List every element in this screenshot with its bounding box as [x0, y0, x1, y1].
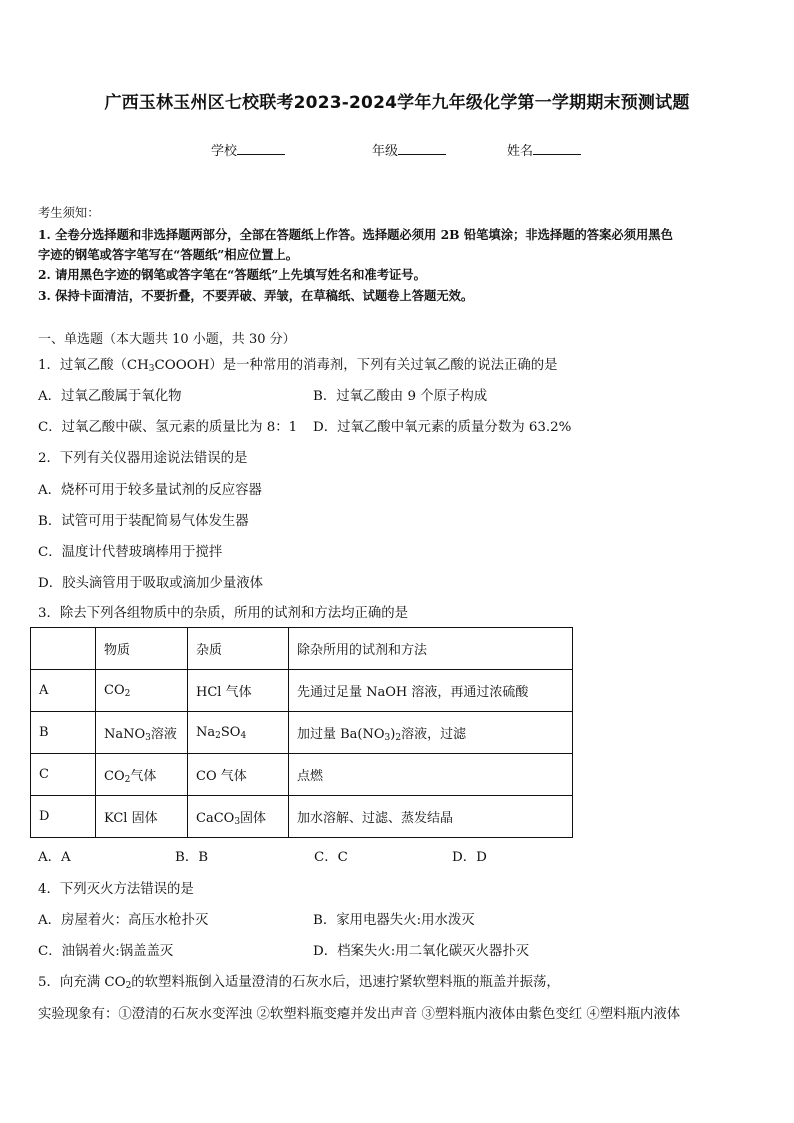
q4-option-b[interactable]: B．家用电器失火:用水泼灭 [313, 913, 475, 928]
q2-option-b[interactable]: B．试管可用于装配简易气体发生器 [38, 514, 249, 529]
name-field[interactable] [507, 140, 581, 159]
table-cell: $Na_2SO_4$ [188, 712, 289, 754]
grade-blank[interactable] [398, 142, 446, 155]
table-cell: $CO_2$气体 [96, 754, 188, 796]
q1-stem: 1．过氧乙酸$(CH_3COOOH)$是一种常用的消毒剂，下列有关过氧乙酸的说法正确的是 [38, 358, 558, 374]
q5-stem: 5．向充满 $CO_2$的软塑料瓶倒入适量澄清的石灰水后，迅速拧紧软塑料瓶的瓶盖并振荡， [38, 975, 560, 991]
school-blank[interactable] [237, 142, 285, 155]
name-label: 姓名 [507, 144, 534, 159]
note-2: 2. 请用黑色字迹的钢笔或答字笔在“答题纸”上先填写姓名和准考证号。 [38, 267, 426, 282]
note-1: 1. 全卷分选择题和非选择题两部分，全部在答题纸上作答。选择题必须用 2B 铅笔填涂；非选择题的答案必须用黑色 [38, 227, 673, 242]
q3-stem: 3．除去下列各组物质中的杂质，所用的试剂和方法均正确的是 [38, 606, 409, 621]
name-blank[interactable] [533, 142, 581, 155]
note-1-cont: 字迹的钢笔或答字笔写在“答题纸”相应位置上。 [38, 247, 299, 262]
table-cell: 点燃 [289, 754, 573, 796]
q1-option-c[interactable]: C．过氧乙酸中碳、氢元素的质量比为 8：1 [38, 420, 298, 435]
table-header-cell [31, 628, 96, 670]
table-cell: $CO_2$ [96, 670, 188, 712]
q3-option-d[interactable]: D．D [452, 850, 487, 865]
table-header-row [31, 628, 573, 670]
table-row [31, 670, 573, 712]
q4-option-d[interactable]: D．档案失火:用二氧化碳灭火器扑灭 [313, 944, 530, 959]
table-cell: HCl 气体 [188, 670, 289, 712]
page-title: 广西玉林玉州区七校联考2023-2024学年九年级化学第一学期期末预测试题 [104, 93, 690, 113]
q3-option-c[interactable]: C．C [314, 850, 348, 865]
table-header-cell: 物质 [96, 628, 188, 670]
q4-option-a[interactable]: A．房屋着火：高压水枪扑灭 [38, 913, 209, 928]
school-field[interactable] [211, 140, 285, 159]
table-cell: KCl 固体 [96, 796, 188, 838]
q1-option-d[interactable]: D．过氧乙酸中氧元素的质量分数为 63.2% [313, 420, 572, 435]
q2-option-a[interactable]: A．烧杯可用于较多量试剂的反应容器 [38, 483, 262, 498]
notes-heading: 考生须知： [38, 206, 100, 220]
table-cell: D [31, 796, 96, 838]
q3-option-b[interactable]: B．B [175, 850, 209, 865]
grade-field[interactable] [372, 140, 446, 159]
q4-option-c[interactable]: C．油锅着火:锅盖盖灭 [38, 944, 174, 959]
table-cell: NaNO$_3$溶液 [96, 712, 188, 754]
table-cell: A [31, 670, 96, 712]
table-cell: 加过量 $Ba(NO_3)_2$溶液，过滤 [289, 712, 573, 754]
q5-phenomena: 实验现象有：①澄清的石灰水变浑浊 ②软塑料瓶变瘪并发出声音 ③塑料瓶内液体由紫色变红 ④塑料瓶内液体 [38, 1007, 681, 1022]
q3-table [30, 627, 573, 838]
note-3: 3. 保持卡面清洁，不要折叠，不要弄破、弄皱，在草稿纸、试题卷上答题无效。 [38, 288, 474, 303]
table-cell: 先通过足量 NaOH 溶液，再通过浓硫酸 [289, 670, 573, 712]
q2-stem: 2．下列有关仪器用途说法错误的是 [38, 451, 248, 466]
q3-option-a[interactable]: A．A [38, 850, 71, 865]
table-cell: B [31, 712, 96, 754]
table-cell: C [31, 754, 96, 796]
table-row [31, 796, 573, 838]
grade-label: 年级 [372, 144, 399, 159]
q2-option-d[interactable]: D．胶头滴管用于吸取或滴加少量液体 [38, 576, 263, 591]
table-cell: CaCO$_3$固体 [188, 796, 289, 838]
q4-stem: 4．下列灭火方法错误的是 [38, 882, 194, 897]
section-heading: 一、单选题（本大题共 10 小题，共 30 分） [38, 332, 296, 347]
q1-option-b[interactable]: B．过氧乙酸由 9 个原子构成 [313, 389, 488, 404]
q2-option-c[interactable]: C．温度计代替玻璃棒用于搅拌 [38, 545, 223, 560]
table-header-cell: 除杂所用的试剂和方法 [289, 628, 573, 670]
table-cell: CO 气体 [188, 754, 289, 796]
table-cell: 加水溶解、过滤、蒸发结晶 [289, 796, 573, 838]
school-label: 学校 [211, 144, 238, 159]
table-row [31, 712, 573, 754]
table-header-cell: 杂质 [188, 628, 289, 670]
table-row [31, 754, 573, 796]
q1-option-a[interactable]: A．过氧乙酸属于氧化物 [38, 389, 182, 404]
